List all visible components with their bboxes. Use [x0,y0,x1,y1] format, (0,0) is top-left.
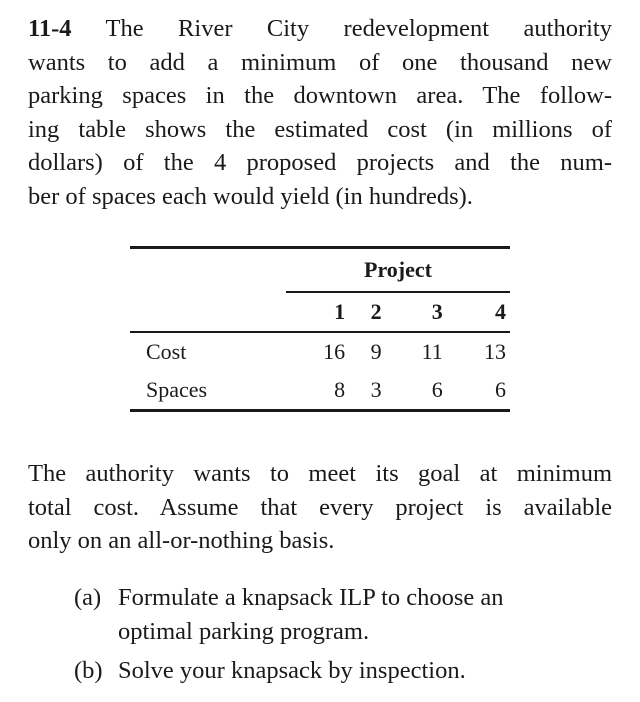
spaces-project-1: 8 [334,377,346,402]
column-header-1: 1 [334,299,346,324]
column-header-2: 2 [370,299,382,324]
cost-project-2: 9 [370,339,382,364]
part-a [74,581,614,648]
intro-line-4: ing table shows the estimated cost (in millions of [28,115,612,143]
spaces-project-4: 6 [495,377,506,402]
intro-line-5: dollars) of the 4 proposed projects and the num- [28,149,612,176]
cost-project-3: 11 [421,339,443,364]
intro-line-1 [28,12,612,46]
cost-spaces-table [130,246,510,412]
table-group-header-row [130,248,510,293]
column-header-3: 3 [431,299,443,324]
part-a-text-1: Formulate a knapsack ILP to choose an [118,584,504,611]
part-a-mark: (a) [74,584,102,611]
row-label-spaces: Spaces [146,377,208,402]
spaces-project-2: 3 [370,377,382,402]
table-corner [130,248,286,293]
followup-line-2: total cost. Assume that every project is available [28,493,612,521]
table-column-header-row [130,292,510,332]
part-b-mark: (b) [74,657,103,684]
followup-line-1: The authority wants to meet its goal at minimum [28,460,612,487]
followup-paragraph [28,457,612,558]
cost-project-4: 13 [484,339,506,364]
problem-number: 11-4 [28,15,72,42]
part-b-text-1: Solve your knapsack by inspection. [118,657,466,684]
intro-line-1-text: The River City redevelopment authority [105,15,612,42]
spaces-project-3: 6 [431,377,443,402]
intro-line-6: ber of spaces each would yield (in hundreds). [28,182,473,210]
cost-project-1: 16 [323,339,346,364]
project-group-header: Project [286,248,510,293]
intro-paragraph [28,12,612,213]
table-row-spaces [130,371,510,411]
part-a-line-1 [74,581,614,615]
table-corner-2 [130,292,286,332]
part-b-line-1 [74,654,614,688]
column-header-4: 4 [495,299,506,324]
table-row-cost [130,332,510,371]
part-a-line-2: optimal parking program. [118,617,370,645]
problem-statement [28,12,612,213]
intro-line-3: parking spaces in the downtown area. The follow- [28,82,612,109]
intro-line-2: wants to add a minimum of one thousand new [28,48,612,76]
data-table [130,246,510,412]
row-label-cost: Cost [146,339,187,364]
part-b [74,654,614,688]
followup-line-3: only on an all-or-nothing basis. [28,527,335,554]
followup-text [28,457,612,558]
